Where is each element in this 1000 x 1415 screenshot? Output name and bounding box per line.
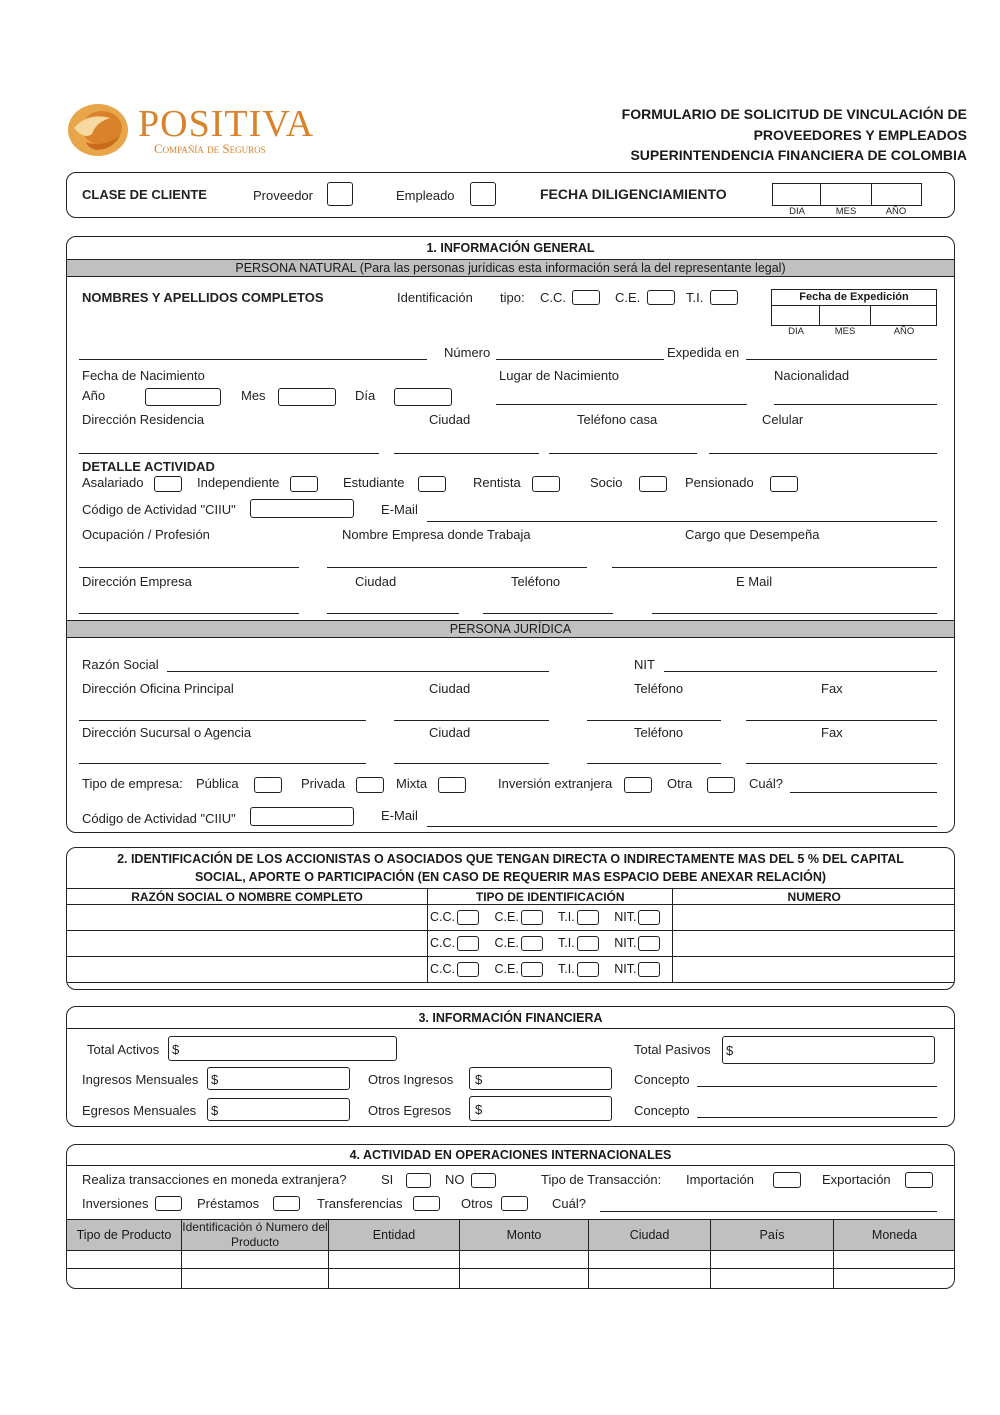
- col-number: NUMERO: [673, 889, 955, 905]
- position-input[interactable]: [612, 567, 937, 568]
- monthly-income-currency: $: [211, 1072, 219, 1087]
- email-label: E-Mail: [381, 502, 418, 517]
- expedition-day-label: DIA: [788, 326, 804, 337]
- ti-label: T.I.: [558, 909, 575, 924]
- birth-date-label: Fecha de Nacimiento: [82, 368, 205, 383]
- company-type-label: Tipo de empresa:: [82, 776, 183, 791]
- export-label: Exportación: [822, 1172, 891, 1187]
- shareholders-table: [66, 888, 955, 983]
- nationality-input[interactable]: [774, 404, 937, 405]
- company-city-label: Ciudad: [355, 574, 397, 589]
- income-concept-label: Concepto: [634, 1072, 690, 1087]
- other-income-currency: $: [475, 1072, 483, 1087]
- empleado-label: Empleado: [396, 188, 455, 203]
- expedition-year-label: AÑO: [893, 326, 915, 337]
- fill-date-field[interactable]: [772, 183, 922, 206]
- product-row: [67, 1269, 956, 1289]
- logo-brand: POSITIVA: [138, 103, 315, 145]
- activity-independiente-label: Independiente: [197, 475, 280, 490]
- country-cell[interactable]: [711, 1269, 834, 1289]
- branch-city-input[interactable]: [394, 763, 549, 764]
- product-id-cell[interactable]: [182, 1251, 329, 1269]
- monthly-expenses-input[interactable]: [207, 1098, 350, 1121]
- form-title-line-3: SUPERINTENDENCIA FINANCIERA DE COLOMBIA: [630, 147, 967, 163]
- col-country: País: [711, 1220, 834, 1251]
- company-email-input[interactable]: [652, 613, 937, 614]
- type-other-checkbox[interactable]: [707, 777, 735, 793]
- residence-address-label: Dirección Residencia: [82, 412, 205, 427]
- nationality-label: Nacionalidad: [774, 368, 850, 383]
- activity-asalariado-checkbox[interactable]: [154, 476, 182, 492]
- section-3-title: 3. INFORMACIÓN FINANCIERA: [418, 1011, 603, 1025]
- occupation-label: Ocupación / Profesión: [82, 527, 210, 542]
- home-phone-input[interactable]: [549, 453, 697, 454]
- activity-socio-checkbox[interactable]: [639, 476, 667, 492]
- branch-label: Dirección Sucursal o Agencia: [82, 725, 252, 740]
- cc-label: C.C.: [430, 961, 455, 976]
- shareholder-name-cell[interactable]: [67, 957, 428, 983]
- type-privada-label: Privada: [301, 776, 346, 791]
- section-international-ops: [66, 1144, 955, 1289]
- type-which-label: Cuál?: [749, 776, 783, 791]
- shareholder-id-type-cell: [428, 957, 673, 983]
- transfers-label: Transferencias: [317, 1196, 403, 1211]
- company-phone-input[interactable]: [483, 613, 613, 614]
- ce-checkbox[interactable]: [521, 936, 543, 951]
- main-office-city-label: Ciudad: [429, 681, 471, 696]
- activity-asalariado-label: Asalariado: [82, 475, 144, 490]
- ti-label: T.I.: [558, 935, 575, 950]
- section-shareholders: [66, 847, 955, 990]
- other-expenses-input[interactable]: [469, 1096, 612, 1121]
- nit-label: NIT.: [614, 935, 637, 950]
- city-cell[interactable]: [589, 1269, 711, 1289]
- mobile-label: Celular: [762, 412, 804, 427]
- ce-label: C.E.: [494, 935, 519, 950]
- ti-checkbox[interactable]: [577, 936, 599, 951]
- section-1-title: 1. INFORMACIÓN GENERAL: [426, 241, 595, 255]
- client-class-label: CLASE DE CLIENTE: [82, 187, 207, 202]
- no-label: NO: [445, 1172, 465, 1187]
- residence-city-label: Ciudad: [429, 412, 471, 427]
- shareholder-name-cell[interactable]: [67, 905, 428, 931]
- type-publica-label: Pública: [196, 776, 239, 791]
- nit-label: NIT.: [614, 961, 637, 976]
- logo-swirl-icon: [66, 98, 136, 160]
- id-ti-checkbox[interactable]: [710, 290, 738, 305]
- expedition-date-label: Fecha de Expedición: [799, 291, 909, 303]
- country-cell[interactable]: [711, 1251, 834, 1269]
- fill-date-month-label: MES: [835, 206, 857, 217]
- company-logo: [66, 98, 326, 160]
- client-class-panel: [66, 172, 955, 218]
- amount-cell[interactable]: [460, 1269, 589, 1289]
- activity-detail-title: DETALLE ACTIVIDAD: [82, 459, 215, 474]
- position-label: Cargo que Desempeña: [685, 527, 820, 542]
- transaction-type-label: Tipo de Transacción:: [541, 1172, 662, 1187]
- birth-place-label: Lugar de Nacimiento: [499, 368, 619, 383]
- full-name-label: NOMBRES Y APELLIDOS COMPLETOS: [82, 290, 324, 305]
- investments-checkbox[interactable]: [155, 1196, 182, 1211]
- product-type-cell[interactable]: [67, 1269, 182, 1289]
- main-office-address-input[interactable]: [79, 720, 366, 721]
- cc-label: C.C.: [430, 935, 455, 950]
- nit-label: NIT.: [614, 909, 637, 924]
- section-financial-info: [66, 1006, 955, 1127]
- expenses-concept-input[interactable]: [697, 1117, 937, 1118]
- nit-checkbox[interactable]: [638, 962, 660, 977]
- section-general-info: [66, 236, 955, 833]
- branch-city-label: Ciudad: [429, 725, 471, 740]
- total-assets-label: Total Activos: [87, 1042, 160, 1057]
- ce-checkbox[interactable]: [521, 962, 543, 977]
- id-type-label: tipo:: [500, 290, 525, 305]
- import-label: Importación: [686, 1172, 754, 1187]
- activity-rentista-label: Rentista: [473, 475, 521, 490]
- ce-label: C.E.: [494, 961, 519, 976]
- activity-estudiante-label: Estudiante: [343, 475, 405, 490]
- shareholder-row: [67, 957, 956, 983]
- branch-fax-input[interactable]: [746, 763, 937, 764]
- id-cc-label: C.C.: [540, 290, 566, 305]
- which-label: Cuál?: [552, 1196, 586, 1211]
- col-business-name: RAZÓN SOCIAL O NOMBRE COMPLETO: [67, 889, 428, 905]
- total-assets-currency: $: [172, 1042, 180, 1057]
- business-name-label: Razón Social: [82, 657, 159, 672]
- ciiu-input[interactable]: [250, 499, 354, 518]
- form-title-line-2: PROVEEDORES Y EMPLEADOS: [753, 126, 967, 143]
- branch-phone-input[interactable]: [587, 763, 721, 764]
- other-expenses-label: Otros Egresos: [368, 1103, 452, 1118]
- activity-pensionado-checkbox[interactable]: [770, 476, 798, 492]
- email-input[interactable]: [427, 521, 937, 522]
- total-liabilities-currency: $: [726, 1043, 734, 1058]
- type-mixta-label: Mixta: [396, 776, 428, 791]
- monthly-income-label: Ingresos Mensuales: [82, 1072, 199, 1087]
- birth-place-input[interactable]: [496, 404, 747, 405]
- id-ce-label: C.E.: [615, 290, 641, 305]
- foreign-currency-question: Realiza transacciones en moneda extranjera?: [82, 1172, 347, 1187]
- shareholder-row: [67, 905, 956, 931]
- main-office-fax-label: Fax: [821, 681, 843, 696]
- activity-pensionado-label: Pensionado: [685, 475, 754, 490]
- yes-label: SI: [381, 1172, 394, 1187]
- cc-checkbox[interactable]: [457, 936, 479, 951]
- col-currency: Moneda: [834, 1220, 956, 1251]
- expedition-date-field[interactable]: [771, 289, 937, 326]
- nit-checkbox[interactable]: [638, 910, 660, 925]
- currency-cell[interactable]: [834, 1251, 956, 1269]
- branch-address-input[interactable]: [79, 763, 366, 764]
- monthly-income-input[interactable]: [207, 1067, 350, 1090]
- company-phone-label: Teléfono: [511, 574, 561, 589]
- branch-phone-label: Teléfono: [634, 725, 684, 740]
- logo-tagline: Compañía de Seguros: [154, 141, 266, 156]
- mobile-input[interactable]: [709, 453, 937, 454]
- birth-month-input[interactable]: [278, 388, 336, 406]
- which-input[interactable]: [600, 1211, 937, 1212]
- entity-cell[interactable]: [329, 1251, 460, 1269]
- amount-cell[interactable]: [460, 1251, 589, 1269]
- international-products-table: [66, 1219, 955, 1289]
- currency-cell[interactable]: [834, 1269, 956, 1289]
- shareholder-number-cell[interactable]: [673, 931, 955, 957]
- section-2-title-line-1: 2. IDENTIFICACIÓN DE LOS ACCIONISTAS O ASOCIADOS QUE TENGAN DIRECTA O INDIRECTAMENTE MAS DEL 5 % DEL CAPITAL: [117, 852, 904, 866]
- number-label: Número: [444, 345, 491, 360]
- expenses-concept-label: Concepto: [634, 1103, 690, 1118]
- city-cell[interactable]: [589, 1251, 711, 1269]
- empleado-checkbox[interactable]: [470, 182, 496, 206]
- total-liabilities-input[interactable]: [722, 1036, 935, 1064]
- activity-estudiante-checkbox[interactable]: [418, 476, 446, 492]
- product-id-cell[interactable]: [182, 1269, 329, 1289]
- nit-checkbox[interactable]: [638, 936, 660, 951]
- loans-checkbox[interactable]: [273, 1196, 300, 1211]
- proveedor-label: Proveedor: [253, 188, 313, 203]
- activity-independiente-checkbox[interactable]: [290, 476, 318, 492]
- product-type-cell[interactable]: [67, 1251, 182, 1269]
- activity-socio-label: Socio: [590, 475, 623, 490]
- issued-in-label: Expedida en: [667, 345, 740, 360]
- product-row: [67, 1251, 956, 1269]
- identification-label: Identificación: [397, 290, 473, 305]
- no-checkbox[interactable]: [471, 1173, 496, 1188]
- col-entity: Entidad: [329, 1220, 460, 1251]
- shareholder-name-cell[interactable]: [67, 931, 428, 957]
- shareholder-number-cell[interactable]: [673, 905, 955, 931]
- entity-cell[interactable]: [329, 1269, 460, 1289]
- transfers-checkbox[interactable]: [413, 1196, 440, 1211]
- issued-in-input[interactable]: [746, 359, 937, 360]
- company-address-label: Dirección Empresa: [82, 574, 192, 589]
- ti-checkbox[interactable]: [577, 910, 599, 925]
- proveedor-checkbox[interactable]: [327, 182, 353, 206]
- home-phone-label: Teléfono casa: [577, 412, 658, 427]
- activity-rentista-checkbox[interactable]: [532, 476, 560, 492]
- type-publica-checkbox[interactable]: [254, 777, 282, 793]
- id-cc-checkbox[interactable]: [572, 290, 600, 305]
- nit-input[interactable]: [664, 671, 937, 672]
- company-city-input[interactable]: [327, 613, 459, 614]
- id-number-input[interactable]: [496, 359, 664, 360]
- other-income-label: Otros Ingresos: [368, 1072, 454, 1087]
- persona-juridica-bar: PERSONA JURÍDICA: [67, 620, 954, 638]
- export-checkbox[interactable]: [905, 1172, 933, 1188]
- others-label: Otros: [461, 1196, 493, 1211]
- ti-checkbox[interactable]: [577, 962, 599, 977]
- residence-city-input[interactable]: [394, 453, 539, 454]
- type-privada-checkbox[interactable]: [356, 777, 384, 793]
- form-title: [622, 104, 967, 166]
- ciiu-label: Código de Actividad "CIIU": [82, 502, 236, 517]
- branch-fax-label: Fax: [821, 725, 843, 740]
- col-id-type: TIPO DE IDENTIFICACIÓN: [428, 889, 673, 905]
- type-foreign-label: Inversión extranjera: [498, 776, 613, 791]
- other-expenses-currency: $: [475, 1102, 483, 1117]
- monthly-expenses-label: Egresos Mensuales: [82, 1103, 197, 1118]
- col-amount: Monto: [460, 1220, 589, 1251]
- company-name-input[interactable]: [327, 567, 587, 568]
- form-title-line-1: FORMULARIO DE SOLICITUD DE VINCULACIÓN DE: [621, 106, 967, 122]
- company-name-label: Nombre Empresa donde Trabaja: [342, 527, 531, 542]
- persona-natural-bar: PERSONA NATURAL (Para las personas jurídicas esta información será la del representante legal): [67, 259, 954, 277]
- id-ce-checkbox[interactable]: [647, 290, 675, 305]
- main-office-phone-input[interactable]: [587, 720, 721, 721]
- id-ti-label: T.I.: [686, 290, 704, 305]
- total-assets-input[interactable]: [168, 1036, 397, 1061]
- occupation-input[interactable]: [79, 567, 299, 568]
- main-office-phone-label: Teléfono: [634, 681, 684, 696]
- type-which-input[interactable]: [790, 792, 937, 793]
- birth-day-label: Día: [355, 388, 376, 403]
- type-mixta-checkbox[interactable]: [438, 777, 466, 793]
- full-name-input[interactable]: [79, 359, 427, 360]
- ciiu2-input[interactable]: [250, 807, 354, 826]
- shareholder-id-type-cell: [428, 931, 673, 957]
- main-office-fax-input[interactable]: [746, 720, 937, 721]
- shareholder-id-type-cell: [428, 905, 673, 931]
- type-foreign-checkbox[interactable]: [624, 777, 652, 793]
- email2-input[interactable]: [427, 826, 937, 827]
- ce-checkbox[interactable]: [521, 910, 543, 925]
- birth-month-label: Mes: [241, 388, 266, 403]
- company-address-input[interactable]: [79, 613, 299, 614]
- expedition-month-label: MES: [834, 326, 856, 337]
- monthly-expenses-currency: $: [211, 1103, 219, 1118]
- nit-label: NIT: [634, 657, 655, 672]
- residence-address-input[interactable]: [79, 453, 379, 454]
- birth-year-input[interactable]: [145, 388, 221, 406]
- email2-label: E-Mail: [381, 808, 418, 823]
- investments-label: Inversiones: [82, 1196, 149, 1211]
- ciiu2-label: Código de Actividad "CIIU": [82, 811, 236, 826]
- cc-checkbox[interactable]: [457, 962, 479, 977]
- others-checkbox[interactable]: [501, 1196, 528, 1211]
- cc-label: C.C.: [430, 909, 455, 924]
- yes-checkbox[interactable]: [406, 1173, 431, 1188]
- col-product-id: Identificación ó Numero del Producto: [182, 1220, 328, 1249]
- col-product-type: Tipo de Producto: [67, 1220, 182, 1251]
- birth-day-input[interactable]: [394, 388, 452, 406]
- ce-label: C.E.: [494, 909, 519, 924]
- shareholder-row: [67, 931, 956, 957]
- company-email-label: E Mail: [736, 574, 773, 589]
- total-liabilities-label: Total Pasivos: [634, 1042, 711, 1057]
- fill-date-label: FECHA DILIGENCIAMIENTO: [540, 186, 727, 202]
- main-office-label: Dirección Oficina Principal: [82, 681, 234, 696]
- section-4-title: 4. ACTIVIDAD EN OPERACIONES INTERNACIONALES: [349, 1148, 672, 1162]
- shareholder-number-cell[interactable]: [673, 957, 955, 983]
- other-income-input[interactable]: [469, 1067, 612, 1090]
- income-concept-input[interactable]: [697, 1086, 937, 1087]
- ti-label: T.I.: [558, 961, 575, 976]
- col-city: Ciudad: [589, 1220, 711, 1251]
- birth-year-label: Año: [82, 388, 106, 403]
- section-2-title-line-2: SOCIAL, APORTE O PARTICIPACIÓN (EN CASO DE REQUERIR MAS ESPACIO DEBE ANEXAR RELACIÓN): [194, 870, 827, 884]
- business-name-input[interactable]: [167, 671, 549, 672]
- fill-date-year-label: AÑO: [885, 206, 907, 217]
- loans-label: Préstamos: [197, 1196, 260, 1211]
- fill-date-day-label: DIA: [789, 206, 805, 217]
- main-office-city-input[interactable]: [394, 720, 549, 721]
- import-checkbox[interactable]: [773, 1172, 801, 1188]
- type-other-label: Otra: [667, 776, 693, 791]
- cc-checkbox[interactable]: [457, 910, 479, 925]
